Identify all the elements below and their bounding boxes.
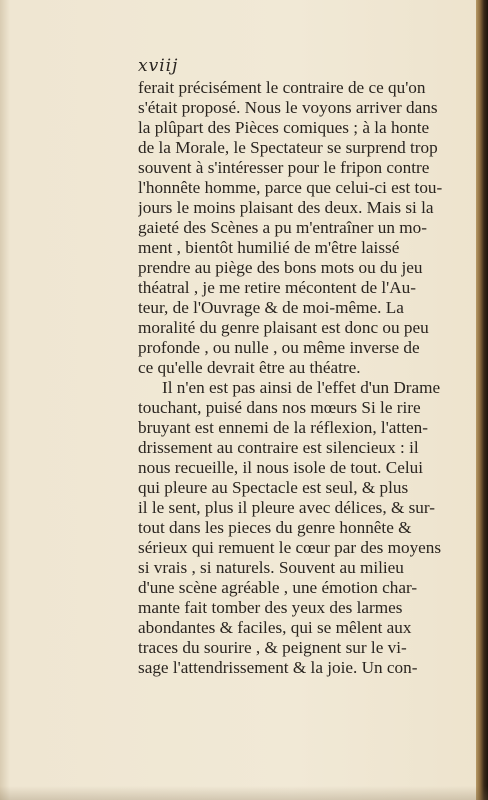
text-line: moralité du genre plaisant est donc ou peu [138, 318, 429, 337]
text-line: touchant, puisé dans nos mœurs Si le rire [138, 398, 421, 417]
text-line: jours le moins plaisant des deux. Mais si la [138, 198, 434, 217]
text-line: sage l'attendrissement & la joie. Un con- [138, 658, 418, 677]
body-text [138, 58, 450, 678]
text-line: traces du sourire , & peignent sur le vi- [138, 638, 407, 657]
paragraph-1 [138, 78, 450, 378]
text-line: s'était proposé. Nous le voyons arriver dans [138, 98, 438, 117]
text-line: gaieté des Scènes a pu m'entraîner un mo- [138, 218, 427, 237]
text-line: teur, de l'Ouvrage & de moi-même. La [138, 298, 404, 317]
text-line: ment , bientôt humilié de m'être laissé [138, 238, 400, 257]
text-line: Il n'en est pas ainsi de l'effet d'un Drame [162, 378, 441, 397]
text-line: qui pleure au Spectacle est seul, & plus [138, 478, 409, 497]
text-line: la plûpart des Pièces comiques ; à la honte [138, 118, 430, 137]
text-line: l'honnête homme, parce que celui-ci est tou- [138, 178, 443, 197]
text-line: ferait précisément le contraire de ce qu'on [138, 78, 426, 97]
text-line: nous recueille, il nous isole de tout. Celui [138, 458, 423, 477]
text-line: de la Morale, le Spectateur se surprend trop [138, 138, 438, 157]
text-line: bruyant est ennemi de la réflexion, l'atten- [138, 418, 428, 437]
text-line: profonde , ou nulle , ou même inverse de [138, 338, 420, 357]
page-edge [476, 0, 488, 800]
text-line: tout dans les pieces du genre honnête & [138, 518, 412, 537]
text-line: ce qu'elle devrait être au théatre. [138, 358, 361, 377]
text-line: prendre au piège des bons mots ou du jeu [138, 258, 423, 277]
text-line: si vrais , si naturels. Souvent au milieu [138, 558, 404, 577]
text-line: abondantes & faciles, qui se mêlent aux [138, 618, 412, 637]
text-line: il le sent, plus il pleure avec délices, & sur- [138, 498, 436, 517]
text-line: drissement au contraire est silencieux : il [138, 438, 419, 457]
page-shadow [0, 786, 488, 800]
text-line: souvent à s'intéresser pour le fripon contre [138, 158, 430, 177]
text-line: théatral , je me retire mécontent de l'Au- [138, 278, 416, 297]
text-line: mante fait tomber des yeux des larmes [138, 598, 403, 617]
text-line: d'une scène agréable , une émotion char- [138, 578, 418, 597]
paragraph-2 [138, 378, 450, 678]
page-number: xviij [138, 56, 179, 76]
text-line: sérieux qui remuent le cœur par des moyens [138, 538, 442, 557]
